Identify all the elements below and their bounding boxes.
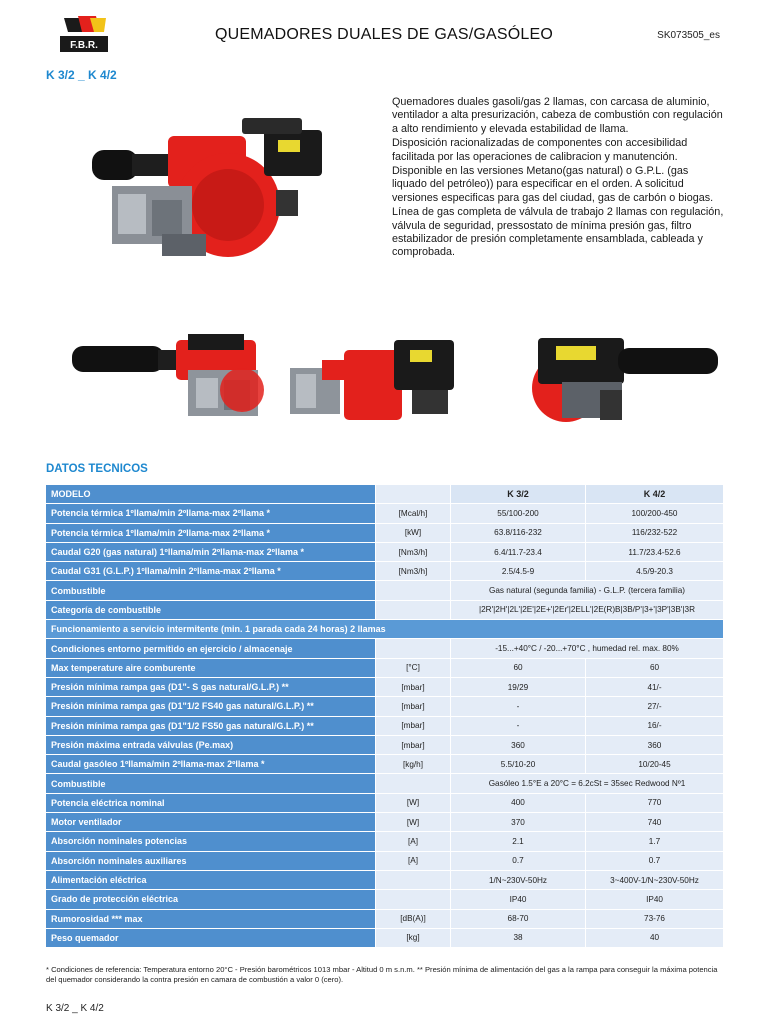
row-value-k32: 19/29 — [451, 677, 586, 696]
footnote: * Condiciones de referencia: Temperatura entorno 20°C - Presión barométricos 1013 mbar - Altitud 0 m s.n.m. ** Presión mínima de alimentación del gas a la rampa para conseguir la máxima potencia del quemador considerando la contra presión en camara de combustión a valor 0 (cero). — [46, 965, 718, 985]
row-value-k32: 360 — [451, 735, 586, 754]
table-row — [46, 909, 724, 928]
row-unit: [mbar] — [376, 735, 451, 754]
row-value-k32: 2.1 — [451, 832, 586, 851]
row-unit: [W] — [376, 793, 451, 812]
row-value-k32: 400 — [451, 793, 586, 812]
description-paragraph: Disposición racionalizadas de componentes con accesibilidad facilitada por las operaciones de calibracion y manutención. — [392, 137, 688, 163]
table-row — [46, 639, 724, 658]
row-label: Absorción nominales auxiliares — [46, 851, 376, 870]
row-label: Potencia eléctrica nominal — [46, 793, 376, 812]
table-row — [46, 600, 724, 619]
row-label: Caudal gasóleo 1ºllama/min 2ºllama-max 2ºllama * — [46, 755, 376, 774]
row-value-k32: 2.5/4.5-9 — [451, 562, 586, 581]
row-value-k42: 27/- — [586, 697, 724, 716]
table-row — [46, 851, 724, 870]
row-label: Absorción nominales potencias — [46, 832, 376, 851]
row-unit — [376, 639, 451, 658]
table-row — [46, 813, 724, 832]
row-label: Presión mínima rampa gas (D1"1/2 FS50 gas natural/G.L.P.) ** — [46, 716, 376, 735]
table-row — [46, 677, 724, 696]
burner-main-photo — [92, 110, 332, 275]
table-row — [46, 658, 724, 677]
row-value-k42: 40 — [586, 928, 724, 947]
row-value-k32: 68-70 — [451, 909, 586, 928]
header-k32: K 3/2 — [451, 485, 586, 504]
table-row — [46, 755, 724, 774]
table-row — [46, 793, 724, 812]
row-label: Caudal G31 (G.L.P.) 1ºllama/min 2ºllama-max 2ºllama * — [46, 562, 376, 581]
row-value-k32: 0.7 — [451, 851, 586, 870]
row-unit — [376, 890, 451, 909]
header-k42: K 4/2 — [586, 485, 724, 504]
row-value-k32: 5.5/10-20 — [451, 755, 586, 774]
row-value-k32: 60 — [451, 658, 586, 677]
row-value-k32: 1/N~230V-50Hz — [451, 870, 586, 889]
product-description — [392, 96, 724, 261]
row-unit: [kg] — [376, 928, 451, 947]
row-unit: [Nm3/h] — [376, 542, 451, 561]
table-header-row — [46, 485, 724, 504]
row-value-k32: 370 — [451, 813, 586, 832]
table-row — [46, 542, 724, 561]
header-unit — [376, 485, 451, 504]
row-unit: [°C] — [376, 658, 451, 677]
row-value-k42: 770 — [586, 793, 724, 812]
row-value-k42: 11.7/23.4-52.6 — [586, 542, 724, 561]
section-title: DATOS TECNICOS — [46, 463, 148, 475]
row-value-k42: 116/232-522 — [586, 523, 724, 542]
row-label: Combustible — [46, 581, 376, 600]
row-value-k42: IP40 — [586, 890, 724, 909]
row-value-both: Gasóleo 1.5°E a 20°C = 6.2cSt = 35sec Redwood Nº1 — [451, 774, 724, 793]
row-value-k42: 60 — [586, 658, 724, 677]
row-value-k32: 55/100-200 — [451, 504, 586, 523]
row-label: Combustible — [46, 774, 376, 793]
row-unit — [376, 600, 451, 619]
row-label: Motor ventilador — [46, 813, 376, 832]
technical-data-table — [45, 484, 724, 948]
row-value-k42: 740 — [586, 813, 724, 832]
row-value-k42: 16/- — [586, 716, 724, 735]
row-value-k42: 4.5/9-20.3 — [586, 562, 724, 581]
table-row — [46, 562, 724, 581]
table-row — [46, 774, 724, 793]
row-unit: [kW] — [376, 523, 451, 542]
table-row — [46, 620, 724, 639]
model-heading: K 3/2 _ K 4/2 — [46, 68, 117, 82]
row-label: Max temperature aire comburente — [46, 658, 376, 677]
row-unit: [W] — [376, 813, 451, 832]
row-label: Alimentación eléctrica — [46, 870, 376, 889]
row-value-k32: - — [451, 697, 586, 716]
table-row — [46, 735, 724, 754]
table-row — [46, 870, 724, 889]
row-value-both: -15...+40°C / -20...+70°C , humedad rel. max. 80% — [451, 639, 724, 658]
row-value-k42: 360 — [586, 735, 724, 754]
row-unit: [Mcal/h] — [376, 504, 451, 523]
row-value-k42: 100/200-450 — [586, 504, 724, 523]
row-unit: [mbar] — [376, 697, 451, 716]
row-label: Presión máxima entrada válvulas (Pe.max) — [46, 735, 376, 754]
header-label: MODELO — [46, 485, 376, 504]
row-value-k42: 41/- — [586, 677, 724, 696]
row-value-k32: 6.4/11.7-23.4 — [451, 542, 586, 561]
burner-side-photo — [68, 330, 268, 430]
row-unit: [A] — [376, 851, 451, 870]
burner-front-photo — [522, 330, 722, 430]
row-value-k42: 3~400V-1/N~230V-50Hz — [586, 870, 724, 889]
row-label: Caudal G20 (gas natural) 1ºllama/min 2ºllama-max 2ºllama * — [46, 542, 376, 561]
row-value-k42: 0.7 — [586, 851, 724, 870]
description-paragraph: Quemadores duales gasoli/gas 2 llamas, con carcasa de aluminio, ventilador a alta presurización, cabeza de combustión con regulación a alto rendimiento y elevada estabilidad de llama. — [392, 96, 723, 135]
table-row — [46, 890, 724, 909]
row-unit: [A] — [376, 832, 451, 851]
description-paragraph: Línea de gas completa de válvula de trabajo 2 llamas con regulación, válvula de seguridad, pressostato de mínima presión gas, filtro estabilizador de presión completamente ensamblada, cableada y comprobada. — [392, 206, 724, 259]
row-value-k32: 63.8/116-232 — [451, 523, 586, 542]
row-label: Grado de protección eléctrica — [46, 890, 376, 909]
row-value-k32: - — [451, 716, 586, 735]
page-title: QUEMADORES DUALES DE GAS/GASÓLEO — [214, 26, 554, 43]
row-value-both: Gas natural (segunda familia) - G.L.P. (tercera familia) — [451, 581, 724, 600]
row-unit: [mbar] — [376, 716, 451, 735]
row-value-k42: 73-76 — [586, 909, 724, 928]
row-value-k42: 1.7 — [586, 832, 724, 851]
row-value-both: |2R'|2H'|2L'|2E'|2E+'|2Er'|2ELL'|2E(R)B|3B/P'|3+'|3P'|3B'|3R — [451, 600, 724, 619]
row-label: Presión mínima rampa gas (D1"1/2 FS40 gas natural/G.L.P.) ** — [46, 697, 376, 716]
row-value-k42: 10/20-45 — [586, 755, 724, 774]
row-unit: [kg/h] — [376, 755, 451, 774]
table-row — [46, 504, 724, 523]
row-label: Funcionamiento a servicio intermitente (min. 1 parada cada 24 horas) 2 llamas — [46, 620, 724, 639]
row-label: Condiciones entorno permitido en ejercicio / almacenaje — [46, 639, 376, 658]
row-unit: [dB(A)] — [376, 909, 451, 928]
table-row — [46, 523, 724, 542]
document-code: SK073505_es — [657, 30, 720, 41]
row-label: Presión mínima rampa gas (D1"- S gas natural/G.L.P.) ** — [46, 677, 376, 696]
row-unit — [376, 581, 451, 600]
row-unit — [376, 774, 451, 793]
row-label: Rumorosidad *** max — [46, 909, 376, 928]
page-footer: K 3/2 _ K 4/2 — [46, 1003, 104, 1014]
row-value-k32: IP40 — [451, 890, 586, 909]
row-unit: [mbar] — [376, 677, 451, 696]
row-unit — [376, 870, 451, 889]
row-unit: [Nm3/h] — [376, 562, 451, 581]
row-label: Potencia térmica 1ºllama/min 2ºllama-max 2ºllama * — [46, 523, 376, 542]
burner-rear-photo — [282, 330, 462, 430]
table-row — [46, 581, 724, 600]
table-row — [46, 697, 724, 716]
row-label: Potencia térmica 1ºllama/min 2ºllama-max 2ºllama * — [46, 504, 376, 523]
table-row — [46, 832, 724, 851]
row-label: Peso quemador — [46, 928, 376, 947]
description-paragraph: Disponible en las versiones Metano(gas natural) o G.P.L. (gas liquado del petróleo)) para especificar en el orden. A solicitud versiones especificas para gas del ciudad, gas de carbón o biogas. — [392, 165, 714, 204]
table-row — [46, 928, 724, 947]
logo-text: F.B.R. — [70, 40, 98, 51]
row-value-k32: 38 — [451, 928, 586, 947]
table-row — [46, 716, 724, 735]
row-label: Categoría de combustible — [46, 600, 376, 619]
